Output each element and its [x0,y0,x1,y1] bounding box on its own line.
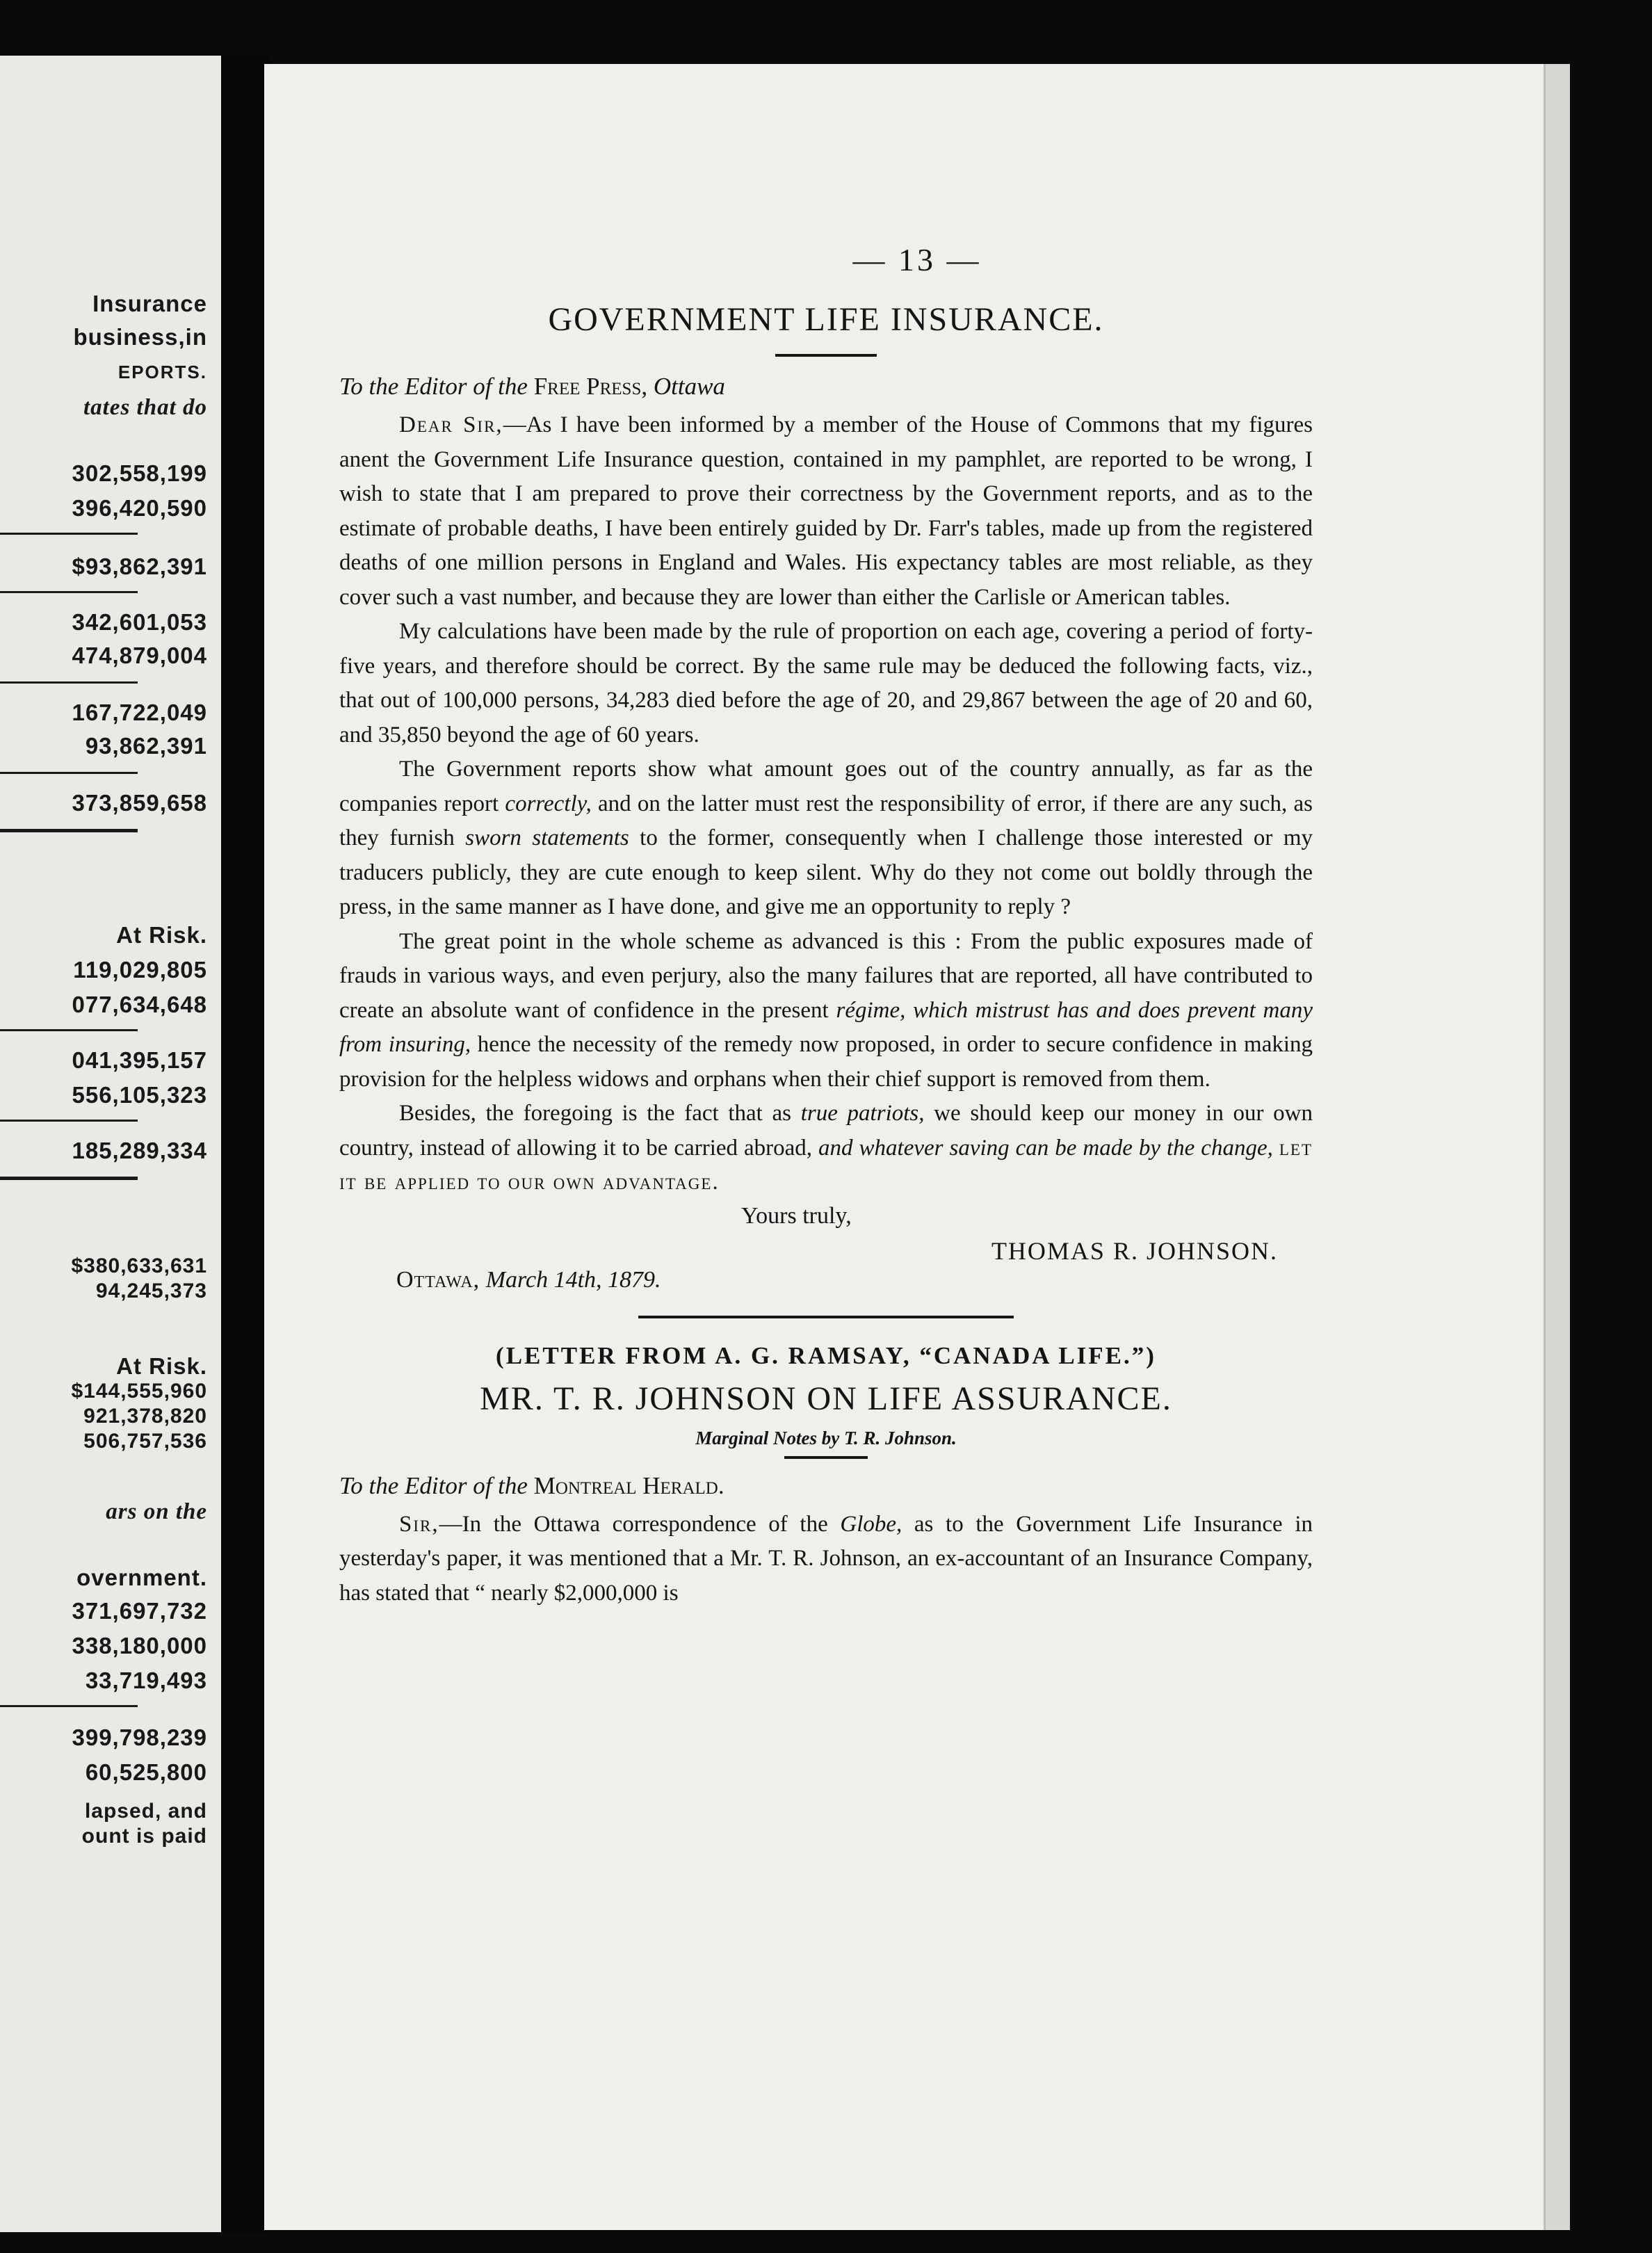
letter1-paragraph-5 [339,1097,1313,1200]
left-page-line: 94,245,373 [95,1279,207,1302]
text-run: and on the latter must rest the responsibility of error, if there are any such, as they furnish [339,791,1313,850]
left-page-line: Insurance [92,291,207,316]
page-content [339,300,1313,1610]
left-page-rule [0,1120,138,1122]
emphasis-run: sworn statements [465,825,629,850]
left-page-line: At Risk. [116,922,207,948]
section-rule [638,1316,1014,1318]
subtitle-rule [784,1456,868,1459]
letter1-paragraph-1 [339,408,1313,615]
left-page-rule [0,591,138,593]
newspaper-name: Free Press, [533,373,648,400]
letter2-title: MR. T. R. JOHNSON ON LIFE ASSURANCE. [480,1380,1172,1417]
left-page-line: 302,558,199 [72,460,207,486]
emphasis-run: and whatever saving can be made by the change, [818,1135,1273,1161]
left-page-line: 33,719,493 [85,1667,207,1693]
text-run: The great point in the whole scheme as advanced is this : From the public exposures made of frauds in various ways, and even perjury, also the many failures that are reported, all have contributed to create an absolute want of confidence in the present [339,928,1313,1023]
left-page-line: 371,697,732 [72,1598,207,1624]
left-page-line: 396,420,590 [72,495,207,521]
letter1-salutation [339,369,1313,404]
left-page-line: 373,859,658 [72,790,207,816]
newspaper-city: Ottawa [653,373,725,400]
document-page [264,64,1570,2230]
left-page-line: 338,180,000 [72,1633,207,1658]
letter1-closing [339,1200,1313,1305]
left-page-line: ount is paid [81,1825,207,1848]
marginal-notes-credit: Marginal Notes by T. R. Johnson. [695,1427,957,1448]
left-page-rule [0,772,138,774]
text-run: The Government reports show what amount goes out of the country annually, as far as the companies report [339,757,1313,816]
book-spine-gutter [221,56,270,2232]
text-run: Besides, the foregoing is the fact that as [399,1101,792,1126]
text-run: we should keep our money in our own country, instead of allowing it to be carried abroad, [339,1101,1313,1161]
left-page-line: At Risk. [116,1353,207,1379]
letter1-paragraph-4 [339,925,1313,1097]
left-page-line: 556,105,323 [72,1082,207,1108]
left-page-line: overnment. [76,1565,207,1590]
small-caps-run: let it be applied to our own advantage. [339,1135,1313,1195]
letter2-opening: Sir, [399,1511,439,1537]
left-page-line: 921,378,820 [83,1405,207,1428]
letter-place: Ottawa, [396,1266,480,1293]
left-page-rule [0,533,138,535]
article-title: GOVERNMENT LIFE INSURANCE. [548,301,1104,338]
text-run: as to the Government Life Insurance in yesterday's paper, it was mentioned that a Mr. T. R. Johnson, an ex-accountant of an Insurance Company, has stated that “ nearly $2,000,000 is [339,1511,1313,1606]
page-number: — 13 — [852,242,982,277]
signature-name: THOMAS R. JOHNSON. [991,1236,1278,1265]
left-page-rule [0,829,138,832]
left-page-line: 506,757,536 [83,1430,207,1453]
emphasis-run: régime, which mistrust has and does prevent many from insuring, [339,997,1313,1057]
emphasis-run: correctly, [505,791,592,816]
left-page-line: 342,601,053 [72,609,207,635]
left-page-line: lapsed, and [84,1800,207,1823]
left-page-line: 474,879,004 [72,643,207,668]
left-page-line: $144,555,960 [71,1380,207,1403]
left-page-line: $93,862,391 [72,554,207,579]
left-page-line: business,in [73,324,207,350]
left-page-line: 077,634,648 [72,992,207,1017]
letter2-paragraph-1 [339,1508,1313,1611]
left-page-rule [0,1029,138,1031]
letter1-paragraph-1-text: —As I have been informed by a member of the House of Commons that my figures anent the Government Life Insurance question, contained in my pamphlet, are reported to be wrong, I wish to state that I am prepared to prove their correctness by the Government reports, and as to the estimate of probable deaths, I have been entirely guided by Dr. Farr's tables, made up from the registered deaths of one million persons in England and Wales. His expectancy tables are most reliable, as they cover such a vast number, and because they are lower than either the Carlisle or American tables. [339,412,1313,610]
text-run: hence the necessity of the remedy now proposed, in order to secure confidence in making provision for the helpless widows and orphans when their chief support is removed from them. [339,1032,1313,1092]
newspaper-name: Montreal Herald. [533,1471,724,1499]
emphasis-run: true patriots, [800,1101,925,1126]
salutation-prefix: To the Editor of the [339,1471,528,1499]
letter2-salutation [339,1469,1313,1503]
left-page-line: 041,395,157 [72,1047,207,1073]
left-page-line: 119,029,805 [73,957,207,983]
letter2-source: (LETTER FROM A. G. RAMSAY, “CANADA LIFE.”) [496,1341,1156,1369]
left-page-line: EPORTS. [118,362,207,382]
page-edge [1544,64,1570,2230]
letter1-paragraph-3 [339,752,1313,925]
letter1-paragraph-2: My calculations have been made by the rule of proportion on each age, covering a period of forty-five years, and therefore should be correct. By the same rule may be deduced the following facts, viz., that out of 100,000 persons, 34,283 died before the age of 20, and 29,867 between the age of 20 and 60, and 35,850 beyond the age of 60 years. [339,619,1313,748]
left-page-line: 185,289,334 [72,1138,207,1163]
left-page-rule [0,1705,138,1707]
letter1-opening: Dear Sir, [399,412,503,437]
place-and-date [396,1267,661,1293]
letter-date: March 14th, 1879. [485,1266,661,1293]
title-rule [775,354,877,357]
left-page-line: tates that do [83,395,207,420]
emphasis-run: Globe, [840,1511,902,1537]
left-page-line: 93,862,391 [85,733,207,759]
left-page-rule [0,681,138,684]
complimentary-close: Yours truly, [741,1202,852,1229]
left-page-line: 167,722,049 [72,700,207,725]
salutation-prefix: To the Editor of the [339,373,528,400]
left-facing-page [0,56,221,2232]
left-page-line: $380,633,631 [71,1254,207,1277]
left-page-rule [0,1177,138,1180]
left-page-line: 399,798,239 [72,1725,207,1750]
left-page-line: 60,525,800 [85,1759,207,1785]
text-run: to the former, consequently when I challenge those interested or my traducers publicly, they are cute enough to keep silent. Why do they not come out boldly through the press, in the same manner as I have done, and give me an opportunity to reply ? [339,825,1313,919]
text-run: —In the Ottawa correspondence of the [439,1511,828,1537]
left-page-line: ars on the [106,1499,207,1524]
